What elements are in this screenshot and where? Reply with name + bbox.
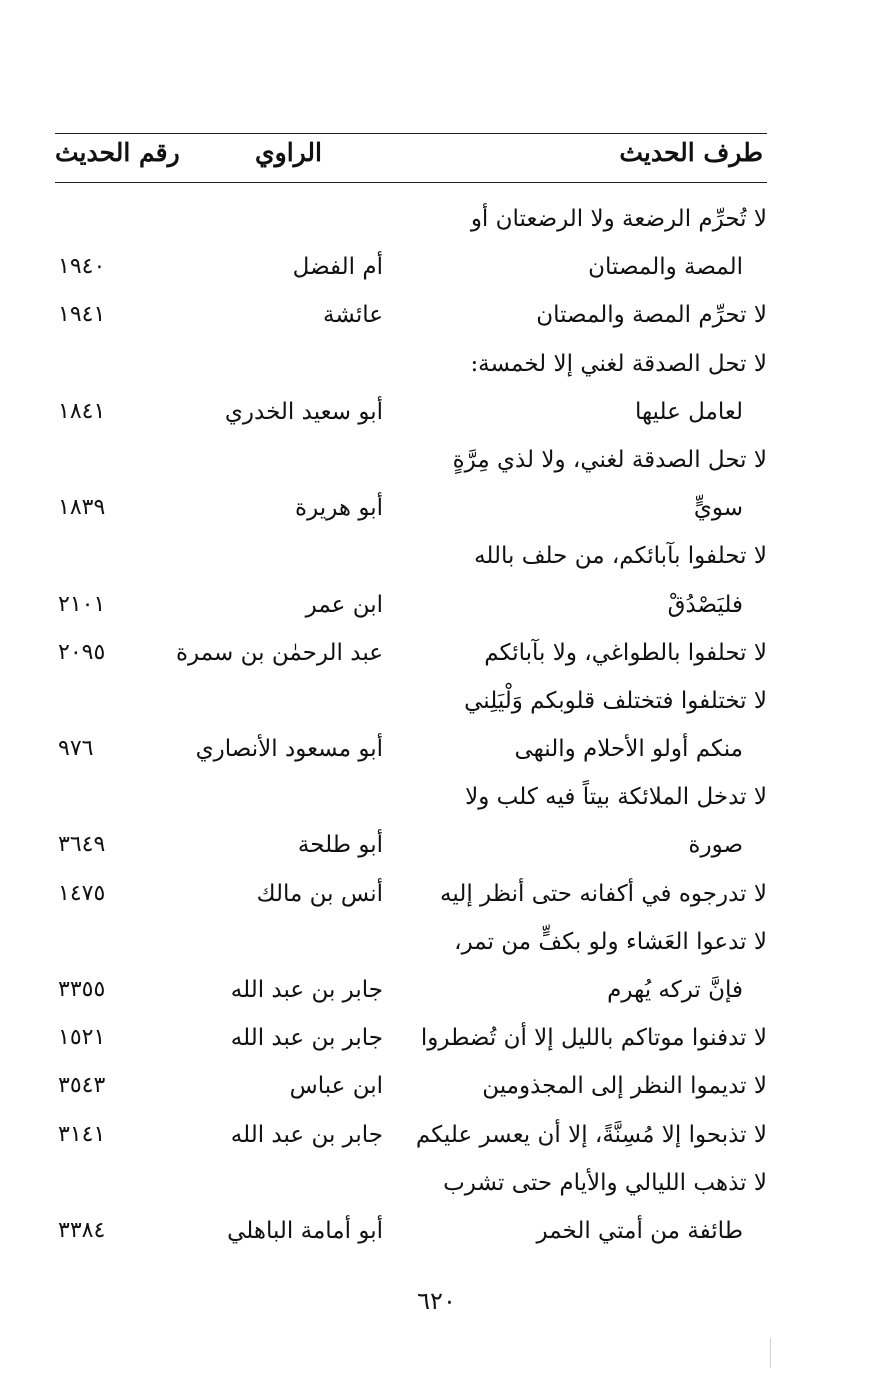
hadith-text: لا تختلفوا فتختلف قلوبكم وَلْيَلِني xyxy=(464,687,767,714)
hadith-number: ١٤٧٥ xyxy=(58,880,106,906)
narrator-name: ابن عمر xyxy=(305,591,383,618)
header-narrator-label: الراوي xyxy=(255,138,322,167)
hadith-text: فإنَّ تركه يُهرم xyxy=(607,977,743,1003)
table-row xyxy=(55,437,767,485)
hadith-text: لا تحرِّم المصة والمصتان xyxy=(536,302,767,329)
header-number-label: رقم الحديث xyxy=(55,138,180,167)
table-row xyxy=(55,967,767,1015)
table-row xyxy=(55,1160,767,1208)
table-row xyxy=(55,196,767,244)
hadith-text: سويٍّ xyxy=(693,495,743,522)
hadith-text: لا تديموا النظر إلى المجذومين xyxy=(482,1073,767,1100)
narrator-name: جابر بن عبد الله xyxy=(230,1121,383,1148)
table-row xyxy=(55,1112,767,1160)
hadith-text: فليَصْدُقْ xyxy=(667,591,743,618)
table-row xyxy=(55,726,767,774)
narrator-name: أم الفضل xyxy=(292,254,383,281)
hadith-number: ٣٣٥٥ xyxy=(58,977,106,1002)
table-row xyxy=(55,244,767,292)
table-row xyxy=(55,774,767,822)
hadith-number: ٣٦٤٩ xyxy=(58,832,106,858)
hadith-number: ٢٠٩٥ xyxy=(58,639,106,665)
table-row xyxy=(55,533,767,581)
table-row xyxy=(55,582,767,630)
hadith-number: ٣٣٨٤ xyxy=(58,1217,106,1243)
hadith-text: لا تذبحوا إلا مُسِنَّةً، إلا أن يعسر عليكم xyxy=(415,1121,767,1148)
table-row xyxy=(55,630,767,678)
hadith-text: لعامل عليها xyxy=(634,398,743,425)
scan-margin-line xyxy=(770,1338,777,1368)
hadith-text: لا تُحرِّم الرضعة ولا الرضعتان أو xyxy=(470,206,767,232)
hadith-text: لا تحل الصدقة لغني، ولا لذي مِرَّةٍ xyxy=(452,446,767,473)
hadith-number: ٣٥٤٣ xyxy=(58,1073,106,1099)
hadith-number: ١٩٤١ xyxy=(58,302,106,328)
hadith-number: ٣١٤١ xyxy=(58,1121,106,1147)
table-row xyxy=(55,1015,767,1063)
table-row xyxy=(55,678,767,726)
table-row xyxy=(55,1208,767,1256)
hadith-text: لا تدعوا العَشاء ولو بكفٍّ من تمر، xyxy=(454,928,767,955)
header-bottom-rule xyxy=(55,182,767,183)
narrator-name: عائشة xyxy=(323,302,383,329)
table-row xyxy=(55,822,767,870)
table-row xyxy=(55,341,767,389)
hadith-text: لا تدرجوه في أكفانه حتى أنظر إليه xyxy=(440,880,767,907)
page-number: ٦٢٠ xyxy=(417,1287,456,1315)
header-hadith-label: طرف الحديث xyxy=(619,138,763,167)
narrator-name: أبو مسعود الأنصاري xyxy=(195,736,383,763)
hadith-text: منكم أولو الأحلام والنهى xyxy=(514,736,743,763)
narrator-name: أنس بن مالك xyxy=(256,880,383,907)
hadith-text: لا تحل الصدقة لغني إلا لخمسة: xyxy=(470,350,767,377)
hadith-text: لا تحلفوا بآبائكم، من حلف بالله xyxy=(474,543,767,570)
table-row xyxy=(55,871,767,919)
hadith-number: ١٥٢١ xyxy=(58,1025,106,1051)
table-row xyxy=(55,389,767,437)
hadith-text: المصة والمصتان xyxy=(588,254,743,281)
narrator-name: أبو طلحة xyxy=(297,832,383,859)
hadith-index-table xyxy=(55,196,767,1256)
hadith-number: ١٨٣٩ xyxy=(58,495,106,521)
table-row xyxy=(55,919,767,967)
hadith-text: صورة xyxy=(688,832,743,859)
hadith-number: ١٨٤١ xyxy=(58,398,106,424)
hadith-text: لا تدخل الملائكة بيتاً فيه كلب ولا xyxy=(465,784,767,811)
narrator-name: جابر بن عبد الله xyxy=(230,977,383,1003)
hadith-number: ٩٧٦ xyxy=(58,736,94,762)
table-row xyxy=(55,292,767,340)
hadith-text: طائفة من أمتي الخمر xyxy=(536,1217,743,1244)
hadith-text: لا تدفنوا موتاكم بالليل إلا أن تُضطروا xyxy=(420,1025,767,1052)
table-header xyxy=(55,138,767,178)
hadith-text: لا تحلفوا بالطواغي، ولا بآبائكم xyxy=(484,639,767,666)
narrator-name: أبو سعيد الخدري xyxy=(224,398,383,425)
narrator-name: أبو هريرة xyxy=(295,495,383,522)
table-row xyxy=(55,485,767,533)
narrator-name: أبو أمامة الباهلي xyxy=(227,1217,383,1244)
hadith-number: ١٩٤٠ xyxy=(58,254,106,280)
header-top-rule xyxy=(55,133,767,134)
narrator-name: ابن عباس xyxy=(289,1073,383,1100)
narrator-name: جابر بن عبد الله xyxy=(230,1025,383,1052)
hadith-number: ٢١٠١ xyxy=(58,591,106,617)
table-row xyxy=(55,1063,767,1111)
hadith-text: لا تذهب الليالي والأيام حتى تشرب xyxy=(443,1169,767,1196)
narrator-name: عبد الرحمٰن بن سمرة xyxy=(176,639,383,666)
